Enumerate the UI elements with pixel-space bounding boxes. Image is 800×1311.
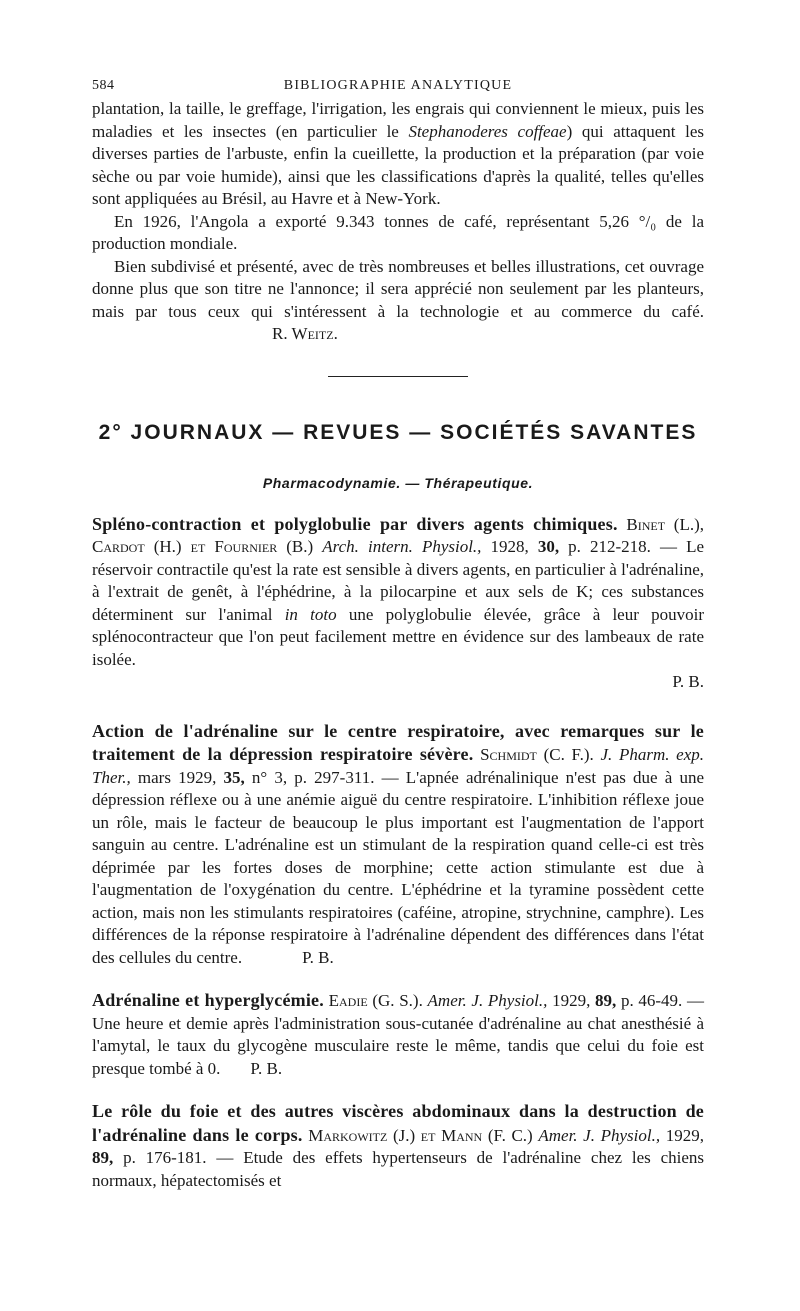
running-title: BIBLIOGRAPHIE ANALYTIQUE	[283, 78, 513, 93]
abstract-text: Etude des effets hypertenseurs de l'adrénaline chez les chiens normaux, hépatectomisés et	[92, 1148, 704, 1190]
volume-number: 35,	[223, 767, 245, 787]
abstract-paragraph	[92, 513, 704, 672]
page-range: p. 176-181. —	[123, 1148, 244, 1167]
article-title: Le rôle du foie et des autres viscères abdominaux dans la destruction de l'adrénaline dans le corps.	[92, 1101, 704, 1145]
article-authors: Eadie (G. S.).	[328, 991, 423, 1010]
abstract-paragraph	[92, 989, 704, 1080]
abstract-entry	[92, 989, 704, 1080]
abstract-entry	[92, 1100, 704, 1192]
assessment-text: Bien subdivisé et présenté, avec de très nombreuses et belles illustrations, cet ouvrage donne plus que son titre ne l'annonce; il sera apprécié non seulement par les planteurs, mais par tous ceux qui s'intéressent à la technologie et au commerce du café.	[92, 256, 704, 321]
abstract-italic: in toto	[284, 604, 337, 624]
abstract-paragraph	[92, 720, 704, 970]
export-paragraph: En 1926, l'Angola a exporté 9.343 tonnes de café, représentant 5,26 °/₀ de la production mondiale.	[92, 211, 704, 253]
publication-year: 1929,	[665, 1125, 704, 1145]
abstract-entry	[92, 513, 704, 694]
abstract-list	[92, 513, 704, 1193]
abstract-signature: P. B.	[302, 947, 334, 967]
page-range: p. 46-49. —	[620, 991, 704, 1010]
volume-number: 30,	[537, 537, 560, 556]
publication-year: 1929,	[552, 991, 591, 1010]
article-title: Adrénaline et hyperglycémie.	[92, 990, 324, 1010]
journal-name: Arch. intern. Physiol.,	[322, 537, 482, 556]
journal-name: Amer. J. Physiol.,	[538, 1125, 661, 1145]
volume-number: 89,	[595, 991, 617, 1010]
abstract-paragraph	[92, 1100, 704, 1192]
page-range: n° 3, p. 297-311. —	[251, 767, 406, 787]
section-subtitle: Pharmacodynamie. — Thérapeutique.	[262, 474, 534, 491]
assessment-paragraph	[92, 256, 704, 346]
article-authors: Schmidt (C. F.).	[480, 745, 594, 764]
continuation-paragraph	[92, 98, 704, 211]
article-title: Action de l'adrénaline sur le centre respiratoire, avec remarques sur le traitement de la dépression respiratoire sévère.	[92, 720, 704, 764]
abstract-signature: P. B.	[672, 672, 704, 691]
publication-year: 1928,	[490, 537, 529, 556]
abstract-text: Une heure et demie après l'administration sous-cutanée d'adrénaline au chat anesthésié à l'amytal, le taux du glycogène musculaire reste le même, tandis que celui du foie est presque tombé à 0.	[92, 1013, 704, 1078]
species-name: Stephanoderes coffeae	[408, 121, 567, 141]
article-authors: Markowitz (J.) et Mann (F. C.)	[308, 1125, 533, 1145]
abstract-text: Le réservoir contractile qu'est la rate est sensible à divers agents, en particulier à l'adrénaline, à l'extrait de genêt, à l'éphédrine, à la pilocarpine et aux sels de K; ces substances déterminent sur l'animal	[92, 537, 704, 624]
publication-year: mars 1929,	[137, 767, 217, 787]
continuation-text-end: ) qui attaquent les diverses parties de l'arbuste, enfin la cueillette, la production et la préparation (par voie sèche ou par voie humide), ainsi que les classifications d'après la qualité, telles qu'elles sont appliquées au Brésil, au Havre et à New-York.	[92, 121, 704, 208]
article-title: Spléno-contraction et polyglobulie par divers agents chimiques.	[92, 513, 618, 534]
abstract-text: L'apnée adrénalinique n'est pas due à une dépression réflexe ou à une anémie aiguë du centre respiratoire. L'inhibition réflexe joue un rôle, mais le facteur de beaucoup le plus important est l'augmentation de l'apport sanguin au centre. L'adrénaline est un stimulant de la respiration quand celle-ci est très déprimée par les fortes doses de morphine; cette action stimulante est due à l'augmentation de l'oxygénation du centre. L'éphédrine et la tyramine possèdent cette action, mais non les stimulants respiratoires (caféine, atropine, strychnine, camphre). Les différences de la réponse respiratoire à l'adrénaline dépendent des différences dans l'état des cellules du centre.	[92, 767, 705, 967]
journal-name: J. Pharm. exp. Ther.,	[92, 745, 705, 787]
page-number: 584	[92, 78, 115, 93]
section-divider	[328, 376, 468, 377]
journal-name: Amer. J. Physiol.,	[427, 991, 548, 1010]
abstract-text-end: une polyglobulie élevée, grâce à leur pouvoir splénocontracteur que l'on peut facilement mettre en évidence sur des lambeaux de rate isolée.	[92, 604, 705, 669]
volume-number: 89,	[92, 1148, 114, 1167]
review-continuation	[92, 98, 704, 346]
continuation-text: plantation, la taille, le greffage, l'irrigation, les engrais qui conviennent le mieux, puis les maladies et les insectes (en particulier le	[92, 99, 704, 141]
page-range: p. 212-218. —	[568, 537, 687, 556]
running-header	[92, 70, 704, 98]
section-title: 2° JOURNAUX — REVUES — SOCIÉTÉS SAVANTES	[98, 420, 698, 444]
abstract-entry	[92, 720, 704, 970]
article-authors: Binet (L.), Cardot (H.) et Fournier (B.)	[92, 514, 704, 556]
page	[92, 70, 704, 1192]
reviewer-signature: R. Weitz.	[272, 324, 338, 343]
abstract-signature: P. B.	[250, 1058, 283, 1078]
